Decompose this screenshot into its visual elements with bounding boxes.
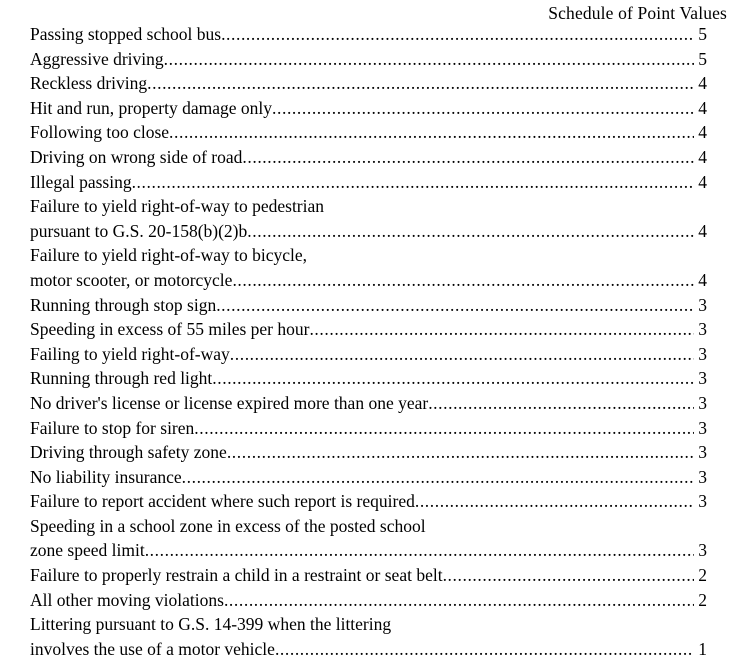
leader-dots — [216, 293, 694, 318]
violation-entry — [30, 194, 716, 243]
point-value: 3 — [698, 491, 707, 512]
violation-row — [30, 440, 716, 465]
violation-label-line: Driving on wrong side of road — [30, 146, 243, 167]
violation-entry — [30, 440, 716, 465]
leader-dots — [132, 170, 694, 195]
leader-dots — [227, 440, 694, 465]
violation-entry — [30, 342, 716, 367]
violation-label-line: Running through red light — [30, 368, 213, 389]
violation-entry — [30, 145, 716, 170]
point-value: 4 — [698, 122, 707, 143]
violation-row — [30, 391, 716, 416]
violation-label-line: Illegal passing — [30, 171, 132, 192]
violation-label-line: Failure to report accident where such report is required — [30, 491, 415, 512]
violation-label-line: Speeding in excess of 55 miles per hour — [30, 319, 310, 340]
violation-label-line: Failure to yield right-of-way to bicycle, — [30, 245, 308, 266]
violation-label-line: Following too close — [30, 122, 170, 143]
leader-dots — [164, 47, 694, 72]
violation-label-line: Running through stop sign — [30, 294, 217, 315]
violation-row — [30, 145, 716, 170]
violation-entry — [30, 366, 716, 391]
violation-entry — [30, 96, 716, 121]
violation-label-line: Failure to stop for siren — [30, 417, 195, 438]
leader-dots — [428, 391, 694, 416]
point-value: 3 — [698, 417, 707, 438]
violation-label-line: Failure to properly restrain a child in a restraint or seat belt — [30, 565, 443, 586]
violation-entry — [30, 489, 716, 514]
violation-label-line: Hit and run, property damage only — [30, 97, 273, 118]
point-value: 3 — [698, 343, 707, 364]
violation-row — [30, 588, 716, 613]
violation-row — [30, 563, 716, 588]
violation-label-line: Failure to yield right-of-way to pedestrian — [30, 196, 325, 217]
violation-label-line: zone speed limit — [30, 540, 145, 561]
leader-dots — [212, 366, 694, 391]
violation-entry — [30, 465, 716, 490]
point-value: 1 — [698, 638, 707, 659]
violation-label-line: Driving through safety zone — [30, 442, 227, 463]
leader-dots — [230, 342, 694, 367]
violation-entry — [30, 120, 716, 145]
leader-dots — [169, 120, 694, 145]
leader-dots — [194, 416, 694, 441]
leader-dots — [147, 71, 694, 96]
violation-row — [30, 47, 716, 72]
page-title: Schedule of Point Values — [548, 3, 727, 23]
leader-dots — [247, 219, 694, 244]
point-value: 4 — [698, 146, 707, 167]
leader-dots — [182, 465, 694, 490]
violation-row — [30, 170, 716, 195]
leader-dots — [415, 489, 694, 514]
leader-dots — [242, 145, 694, 170]
point-value: 5 — [698, 48, 707, 69]
leader-dots — [221, 22, 694, 47]
violation-entry — [30, 170, 716, 195]
leader-dots — [145, 538, 694, 563]
violation-entry — [30, 588, 716, 613]
violation-row — [30, 416, 716, 441]
violation-row — [30, 366, 716, 391]
violation-row — [30, 465, 716, 490]
point-value: 4 — [698, 97, 707, 118]
violation-row — [30, 96, 716, 121]
violation-label-line: Speeding in a school zone in excess of the posted school — [30, 515, 426, 536]
violation-entry — [30, 293, 716, 318]
point-value: 2 — [698, 589, 707, 610]
violation-row — [30, 219, 716, 244]
point-value: 5 — [698, 24, 707, 44]
violation-entry — [30, 71, 716, 96]
point-value: 3 — [698, 294, 707, 315]
violation-entry — [30, 514, 716, 563]
point-value: 2 — [698, 565, 707, 586]
violation-entry — [30, 563, 716, 588]
leader-dots — [272, 96, 694, 121]
leader-dots — [275, 637, 694, 661]
violation-row — [30, 538, 716, 563]
point-value: 3 — [698, 368, 707, 389]
violation-entry — [30, 243, 716, 292]
violation-row — [30, 489, 716, 514]
point-value: 4 — [698, 171, 707, 192]
violation-row — [30, 342, 716, 367]
violation-label-line: motor scooter, or motorcycle — [30, 269, 233, 290]
violation-label-line: involves the use of a motor vehicle — [30, 638, 275, 659]
violation-row — [30, 71, 716, 96]
leader-dots — [232, 268, 694, 293]
violation-row — [30, 637, 716, 661]
violation-row — [30, 22, 716, 47]
point-value: 4 — [698, 73, 707, 94]
violation-label-line: No liability insurance — [30, 466, 182, 487]
leader-dots — [443, 563, 694, 588]
point-value: 3 — [698, 319, 707, 340]
violation-row — [30, 268, 716, 293]
violation-label-line: pursuant to G.S. 20-158(b)(2)b — [30, 220, 248, 241]
violation-entry — [30, 612, 716, 661]
violation-label-line: Littering pursuant to G.S. 14-399 when the littering — [30, 614, 392, 635]
leader-dots — [309, 317, 694, 342]
violation-entry — [30, 416, 716, 441]
violation-entry — [30, 391, 716, 416]
violation-label-line: Reckless driving — [30, 73, 148, 94]
violation-label-line: Failing to yield right-of-way — [30, 343, 230, 364]
point-value: 3 — [698, 392, 707, 413]
point-value: 3 — [698, 466, 707, 487]
violation-label-line: No driver's license or license expired more than one year — [30, 392, 429, 413]
violation-entry — [30, 47, 716, 72]
violation-row — [30, 293, 716, 318]
point-value: 4 — [698, 220, 707, 241]
violation-row — [30, 120, 716, 145]
violation-entry — [30, 317, 716, 342]
point-values-list — [30, 22, 716, 661]
violation-label-line: All other moving violations — [30, 589, 224, 610]
violation-entry — [30, 22, 716, 47]
leader-dots — [224, 588, 694, 613]
violation-label-line: Passing stopped school bus — [30, 24, 222, 44]
point-value: 4 — [698, 269, 707, 290]
point-value: 3 — [698, 540, 707, 561]
violation-row — [30, 317, 716, 342]
violation-label-line: Aggressive driving — [30, 48, 164, 69]
point-value: 3 — [698, 442, 707, 463]
